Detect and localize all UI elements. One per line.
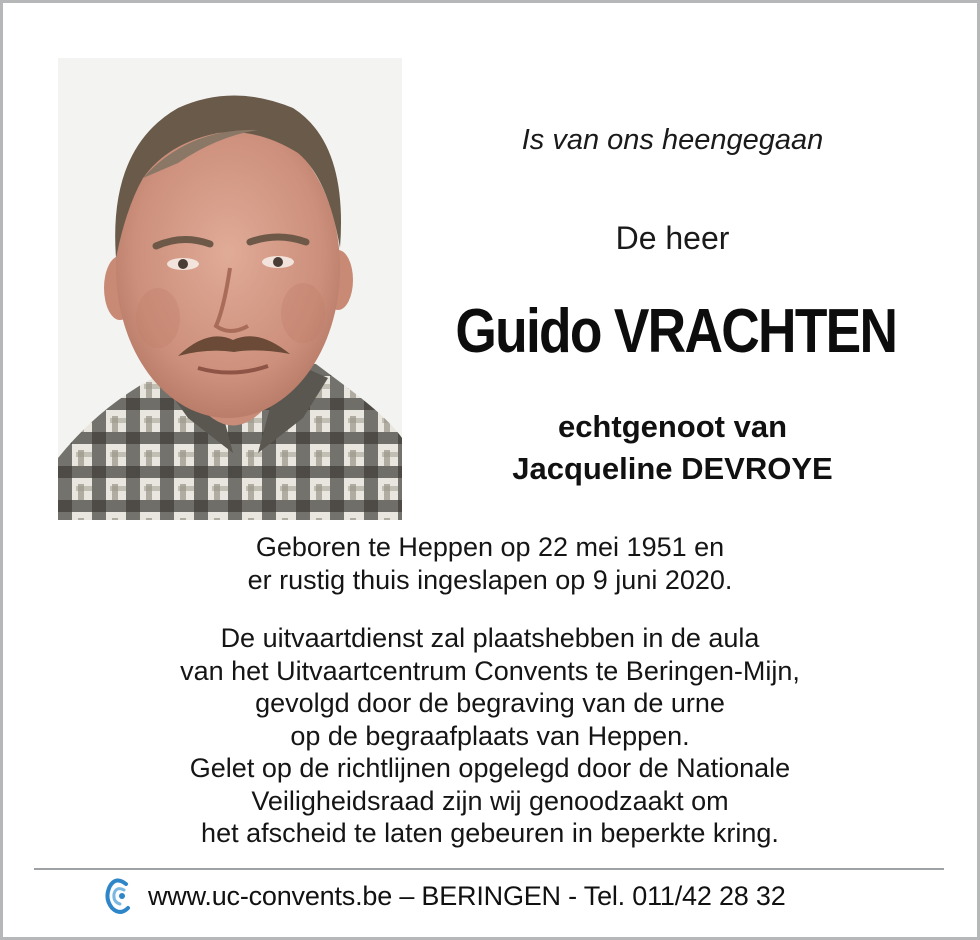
portrait-photo <box>58 58 402 520</box>
intro-line: Is van ons heengegaan <box>521 124 824 156</box>
footer-divider <box>34 868 944 870</box>
spouse-name: Jacqueline DEVROYE <box>512 451 833 486</box>
ceremony-line: Veiligheidsraad zijn wij genoodzaakt om <box>251 785 729 816</box>
ceremony-line: van het Uitvaartcentrum Convents te Beringen-Mijn, <box>180 655 800 686</box>
ceremony-text <box>60 622 920 850</box>
death-line: er rustig thuis ingeslapen op 9 juni 2020. <box>247 564 733 595</box>
footer <box>104 876 786 916</box>
title-prefix: De heer <box>615 220 730 256</box>
deceased-name: Guido VRACHTEN <box>455 297 897 366</box>
ceremony-line: gevolgd door de begraving van de urne <box>255 688 725 718</box>
ceremony-line: Gelet op de richtlijnen opgelegd door de Nationale <box>189 753 791 783</box>
spouse-relation: echtgenoot van <box>557 409 788 444</box>
footer-contact-text: www.uc-convents.be – BERINGEN - Tel. 011/42 28 32 <box>148 880 786 911</box>
convents-logo-icon <box>104 876 132 916</box>
ceremony-line: De uitvaartdienst zal plaatshebben in de aula <box>220 623 760 653</box>
ceremony-line: op de begraafplaats van Heppen. <box>290 720 690 751</box>
birth-death-text <box>60 531 920 596</box>
portrait-illustration <box>58 58 402 520</box>
birth-line: Geboren te Heppen op 22 mei 1951 en <box>255 532 725 562</box>
ceremony-line: het afscheid te laten gebeuren in beperkte kring. <box>201 818 779 848</box>
